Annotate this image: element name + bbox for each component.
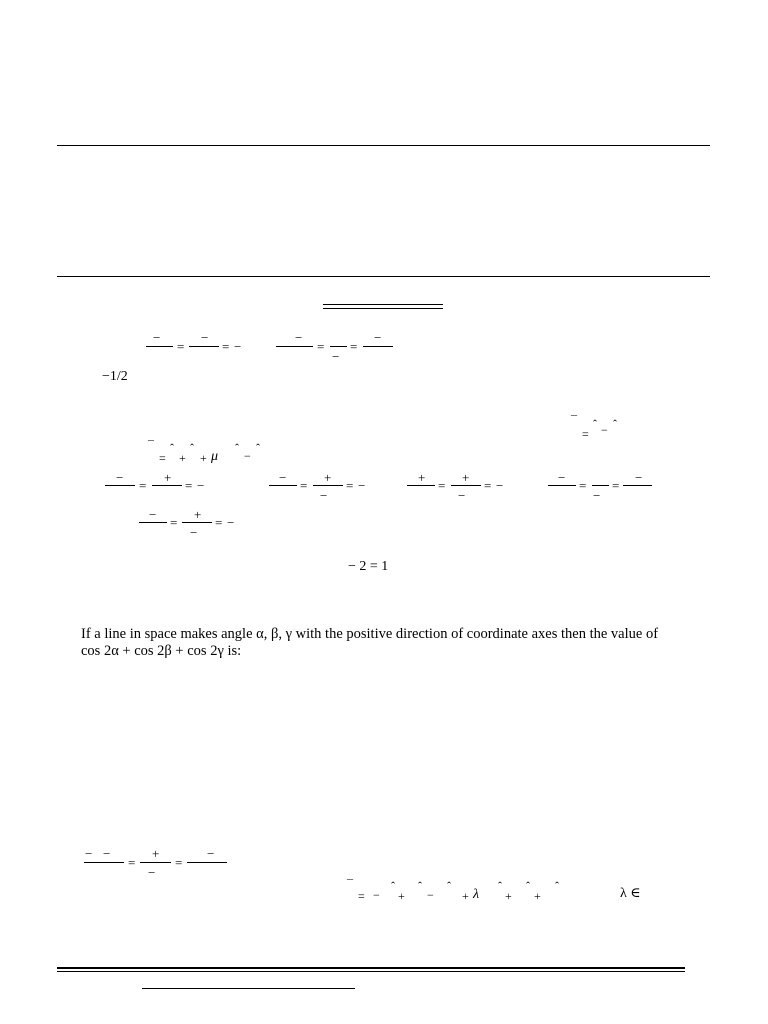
bv-hat-2: ˆ [418, 879, 422, 893]
r3-b-tail: − [358, 478, 366, 493]
vec-line-plus-1: + [179, 451, 186, 465]
bv-eq: = [358, 889, 365, 903]
r3-c-tail: − [496, 478, 504, 493]
b-num-4: − [207, 846, 215, 861]
eq1-num-2: − [201, 330, 209, 345]
b-num-2: − [103, 846, 111, 861]
r3-a-num-2: + [164, 470, 172, 485]
eq1-equals-1: = [177, 339, 185, 354]
eq2-equals-2: = [350, 339, 358, 354]
r3-b-eq-1: = [300, 478, 308, 493]
r3-a-tail: − [197, 478, 205, 493]
r4-num-1: − [149, 507, 157, 522]
r4-den-2: − [190, 525, 198, 540]
r3-a-num-1: − [116, 470, 124, 485]
eq2-equals-1: = [317, 339, 325, 354]
r3-d-den-2: − [593, 488, 601, 503]
question-line-2: cos 2α + cos 2β + cos 2γ is: [81, 643, 242, 659]
b-num-3: + [152, 846, 160, 861]
vec-frag-hat-2: ˆ [613, 417, 617, 431]
r4-eq-2: = [215, 515, 223, 530]
r3-d-eq-2: = [612, 478, 620, 493]
footer-double-rule-bottom [57, 971, 685, 972]
b-eq-2: = [175, 855, 183, 870]
vec-frag-minus: − [601, 423, 608, 437]
question-line-1: If a line in space makes angle α, β, γ with the positive direction of coordinate axes then the value of [81, 626, 659, 642]
bv-hat-3: ˆ [447, 879, 451, 893]
bv-plus-2: + [462, 889, 469, 903]
eq2-den-1: − [332, 349, 340, 364]
r3-b-num-1: − [279, 470, 287, 485]
r3-a-eq-2: = [185, 478, 193, 493]
eq1-num-1: − [153, 330, 161, 345]
equation-minus-two-equals-one: − 2 = 1 [348, 559, 389, 574]
vec-frag-bar: ¯ [571, 413, 577, 427]
eq2-num-1: − [295, 330, 303, 345]
bv-hat-1: ˆ [391, 879, 395, 893]
r3-d-eq-1: = [579, 478, 587, 493]
vec-frag-hat-1: ˆ [593, 417, 597, 431]
vec-line-plus-2: + [200, 451, 207, 465]
vec-line-eq: = [159, 451, 166, 465]
b-eq-1: = [128, 855, 136, 870]
bv-hat-4: ˆ [498, 879, 502, 893]
question-text [81, 626, 721, 660]
vec-frag-eq: = [582, 427, 589, 441]
r3-d-num-1: − [558, 470, 566, 485]
vec-line-hat-2: ˆ [190, 441, 194, 455]
r3-c-num-1: + [418, 470, 426, 485]
r3-b-den-2: − [320, 488, 328, 503]
bv-plus-1: + [398, 889, 405, 903]
r4-num-2: + [194, 507, 202, 522]
bv-hat-6: ˆ [555, 879, 559, 893]
r4-eq-1: = [170, 515, 178, 530]
r3-d-num-3: − [635, 470, 643, 485]
bv-lambda: λ [473, 887, 480, 902]
bv-bar: ¯ [347, 877, 353, 891]
r3-b-eq-2: = [346, 478, 354, 493]
vec-line-mu: μ [211, 449, 219, 464]
vec-line-hat-1: ˆ [170, 441, 174, 455]
r3-b-num-2: + [324, 470, 332, 485]
bv-plus-4: + [534, 889, 541, 903]
r3-c-den-2: − [458, 488, 466, 503]
vec-line-minus: − [244, 449, 251, 463]
r3-c-eq-2: = [484, 478, 492, 493]
footer-short-rule [142, 988, 355, 989]
r4-tail: − [227, 515, 235, 530]
bv-minus-2: − [427, 888, 434, 902]
bv-plus-3: + [505, 889, 512, 903]
eq2-num-2: − [374, 330, 382, 345]
b-num-1: − [85, 846, 93, 861]
r3-c-num-2: + [462, 470, 470, 485]
eq1-equals-2: = [222, 339, 230, 354]
bv-hat-5: ˆ [526, 879, 530, 893]
footer-double-rule-top [57, 967, 685, 969]
lambda-in-set: λ ∈ [620, 886, 641, 901]
r3-a-eq-1: = [139, 478, 147, 493]
vec-line-hat-4: ˆ [256, 441, 260, 455]
eq1-minus-tail: − [234, 339, 242, 354]
vec-line-bar: ¯ [148, 438, 154, 452]
bv-minus-1: − [373, 888, 380, 902]
b-den-3: − [148, 865, 156, 880]
answer-neg-half: −1/2 [102, 369, 128, 384]
r3-c-eq-1: = [438, 478, 446, 493]
vec-line-hat-3: ˆ [235, 441, 239, 455]
